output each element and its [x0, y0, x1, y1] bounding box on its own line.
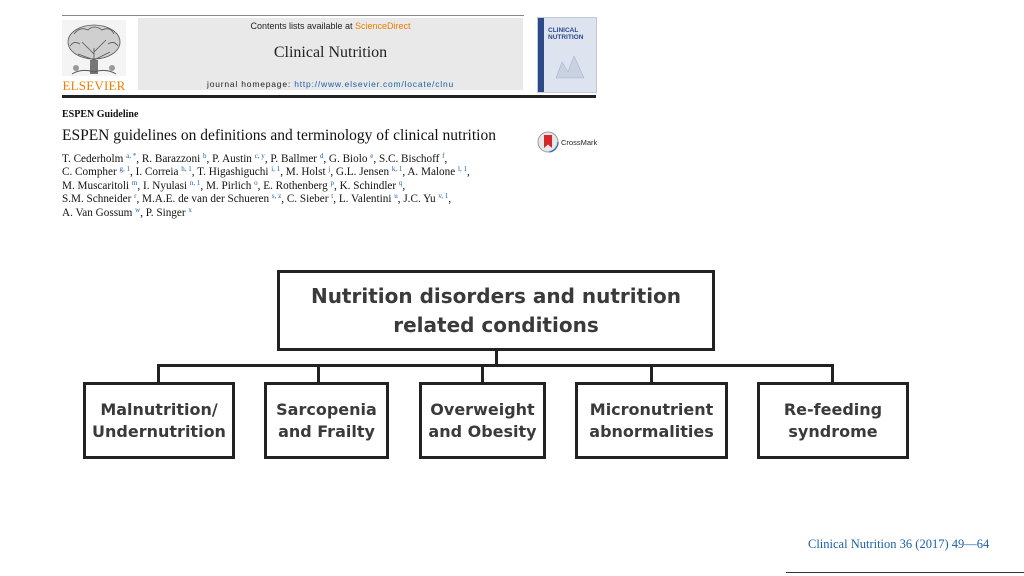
- author-affiliation-marker[interactable]: i, 1: [271, 165, 281, 174]
- author-name[interactable]: C. Sieber: [286, 193, 329, 206]
- citation-text: Clinical Nutrition 36 (2017) 49—64: [808, 537, 990, 551]
- author-affiliation-marker[interactable]: k, 1: [391, 165, 403, 174]
- author-affiliation-marker[interactable]: w: [135, 205, 141, 214]
- child-node-overweight: [419, 382, 546, 459]
- author-name[interactable]: P. Singer: [145, 206, 186, 219]
- contents-line: [138, 21, 523, 31]
- author-name[interactable]: M. Muscaritoli: [62, 179, 130, 192]
- crossmark-icon[interactable]: [537, 131, 559, 153]
- author-name[interactable]: E. Rothenberg: [263, 179, 328, 192]
- child-connector-line: [157, 364, 160, 382]
- author-affiliation-marker[interactable]: l, 1: [458, 165, 467, 174]
- author-affiliation-marker[interactable]: s, z: [271, 192, 282, 201]
- author-affiliation-marker[interactable]: f: [442, 152, 445, 160]
- author-name[interactable]: G. Biolo: [328, 153, 368, 165]
- author-affiliation-marker[interactable]: v, 1: [438, 192, 449, 201]
- child-connector-line: [831, 364, 834, 382]
- article-title: ESPEN guidelines on definitions and terminology of clinical nutrition: [62, 127, 496, 144]
- author-name[interactable]: K. Schindler: [339, 179, 397, 192]
- child-connector-line: [317, 364, 320, 382]
- author-affiliation-marker[interactable]: h, 1: [181, 165, 192, 174]
- header-top-rule: [62, 15, 524, 16]
- author-name[interactable]: J.C. Yu: [403, 193, 436, 206]
- author-name[interactable]: R. Barazzoni: [141, 153, 201, 165]
- author-name[interactable]: A. Van Gossum: [62, 206, 133, 219]
- child-node-sarcopenia: [264, 382, 389, 459]
- author-name[interactable]: I. Correia: [135, 166, 179, 179]
- root-node-box: [277, 270, 715, 351]
- author-affiliation-marker[interactable]: e: [370, 152, 374, 160]
- header-bottom-rule: [62, 95, 596, 98]
- author-affiliation-marker[interactable]: b: [203, 152, 207, 160]
- author-name[interactable]: S.M. Schneider: [62, 193, 132, 206]
- author-name[interactable]: A. Malone: [407, 166, 456, 179]
- author-name[interactable]: T. Cederholm: [62, 153, 124, 165]
- author-name[interactable]: P. Ballmer: [270, 153, 318, 165]
- author-name[interactable]: G.L. Jensen: [335, 166, 390, 179]
- author-affiliation-marker[interactable]: j: [328, 165, 331, 174]
- author-affiliation-marker[interactable]: x: [188, 205, 192, 214]
- journal-cover-thumbnail: [537, 17, 597, 93]
- author-list: T. Cederholm $^{a, *}$, R. Barazzoni $^b$, P. Austin $^{c, y}$, P. Ballmer $^d$, G. Biolo $^e$, S.C. Bischoff $^f$, C. Compher $^{g, 1}$, I. Correia $^{h, 1}$, T. Higashiguchi $^{i, 1}$, M. Holst $^j$, G.L. Jensen $^{k, 1}$, A. Malone $^{l, 1}$, M. Muscaritoli $^m$, I. Nyulasi $^{n, 1}$, M. Pirlich $^o$, E. Rothenberg $^p$, K. Schindler $^q$, S.M. Schneider $^r$, M.A.E. de van der Schueren $^{s, z}$, C. Sieber $^t$, L. Valentini $^u$, J.C. Yu $^{v, 1}$, A. Van Gossum $^w$, P. Singer $^x$: [62, 152, 470, 219]
- cover-title: CLINICAL NUTRITION: [548, 27, 584, 41]
- author-name[interactable]: M. Pirlich: [205, 179, 252, 192]
- homepage-prefix: journal homepage:: [207, 79, 295, 89]
- author-affiliation-marker[interactable]: q: [398, 178, 403, 187]
- child-connector-line: [650, 364, 653, 382]
- author-name[interactable]: L. Valentini: [338, 193, 392, 206]
- sciencedirect-link[interactable]: ScienceDirect: [355, 21, 411, 31]
- homepage-link[interactable]: http://www.elsevier.com/locate/clnu: [294, 79, 454, 89]
- citation-rule: [786, 572, 1024, 573]
- root-node-label: Nutrition disorders and nutrition related conditions: [310, 283, 682, 337]
- author-affiliation-marker[interactable]: a, *: [126, 152, 137, 160]
- crossmark-label: CrossMark: [561, 138, 598, 147]
- cover-spine-stripe: [538, 18, 544, 92]
- child-node-label: Malnutrition/ Undernutrition: [92, 399, 226, 441]
- child-node-label: Micronutrient abnormalities: [589, 399, 714, 441]
- child-node-refeeding: [757, 382, 909, 459]
- author-name[interactable]: I. Nyulasi: [142, 179, 188, 192]
- author-name[interactable]: P. Austin: [212, 153, 252, 165]
- child-connector-line: [481, 364, 484, 382]
- author-affiliation-marker[interactable]: o: [254, 178, 258, 187]
- child-node-micronutrient: [575, 382, 728, 459]
- author-affiliation-marker[interactable]: m: [131, 178, 138, 187]
- root-connector-line: [495, 351, 498, 365]
- journal-name: Clinical Nutrition: [273, 44, 388, 61]
- child-node-label: Overweight and Obesity: [428, 399, 537, 441]
- contents-prefix: Contents lists available at: [250, 21, 356, 31]
- author-name[interactable]: T. Higashiguchi: [197, 166, 269, 179]
- child-node-label: Re-feeding syndrome: [783, 399, 883, 441]
- author-affiliation-marker[interactable]: u: [394, 192, 398, 201]
- horizontal-connector-line: [157, 364, 834, 367]
- article-type-label: ESPEN Guideline: [62, 109, 139, 120]
- author-name[interactable]: C. Compher: [62, 166, 117, 179]
- author-name[interactable]: S.C. Bischoff: [378, 153, 440, 165]
- author-affiliation-marker[interactable]: t: [331, 192, 334, 201]
- author-name[interactable]: M.A.E. de van der Schueren: [142, 193, 270, 206]
- author-affiliation-marker[interactable]: r: [134, 192, 137, 201]
- child-node-malnutrition: [83, 382, 235, 459]
- journal-homepage-line: [138, 79, 523, 89]
- cover-illustration-icon: [552, 50, 588, 80]
- child-node-label: Sarcopenia and Frailty: [276, 399, 377, 441]
- author-affiliation-marker[interactable]: p: [330, 178, 334, 187]
- publisher-name: ELSEVIER: [62, 78, 126, 93]
- author-affiliation-marker[interactable]: d: [319, 152, 324, 160]
- author-name[interactable]: M. Holst: [285, 166, 326, 179]
- author-affiliation-marker[interactable]: c, y: [254, 152, 265, 160]
- author-affiliation-marker[interactable]: n, 1: [189, 178, 201, 187]
- author-affiliation-marker[interactable]: g, 1: [119, 165, 130, 174]
